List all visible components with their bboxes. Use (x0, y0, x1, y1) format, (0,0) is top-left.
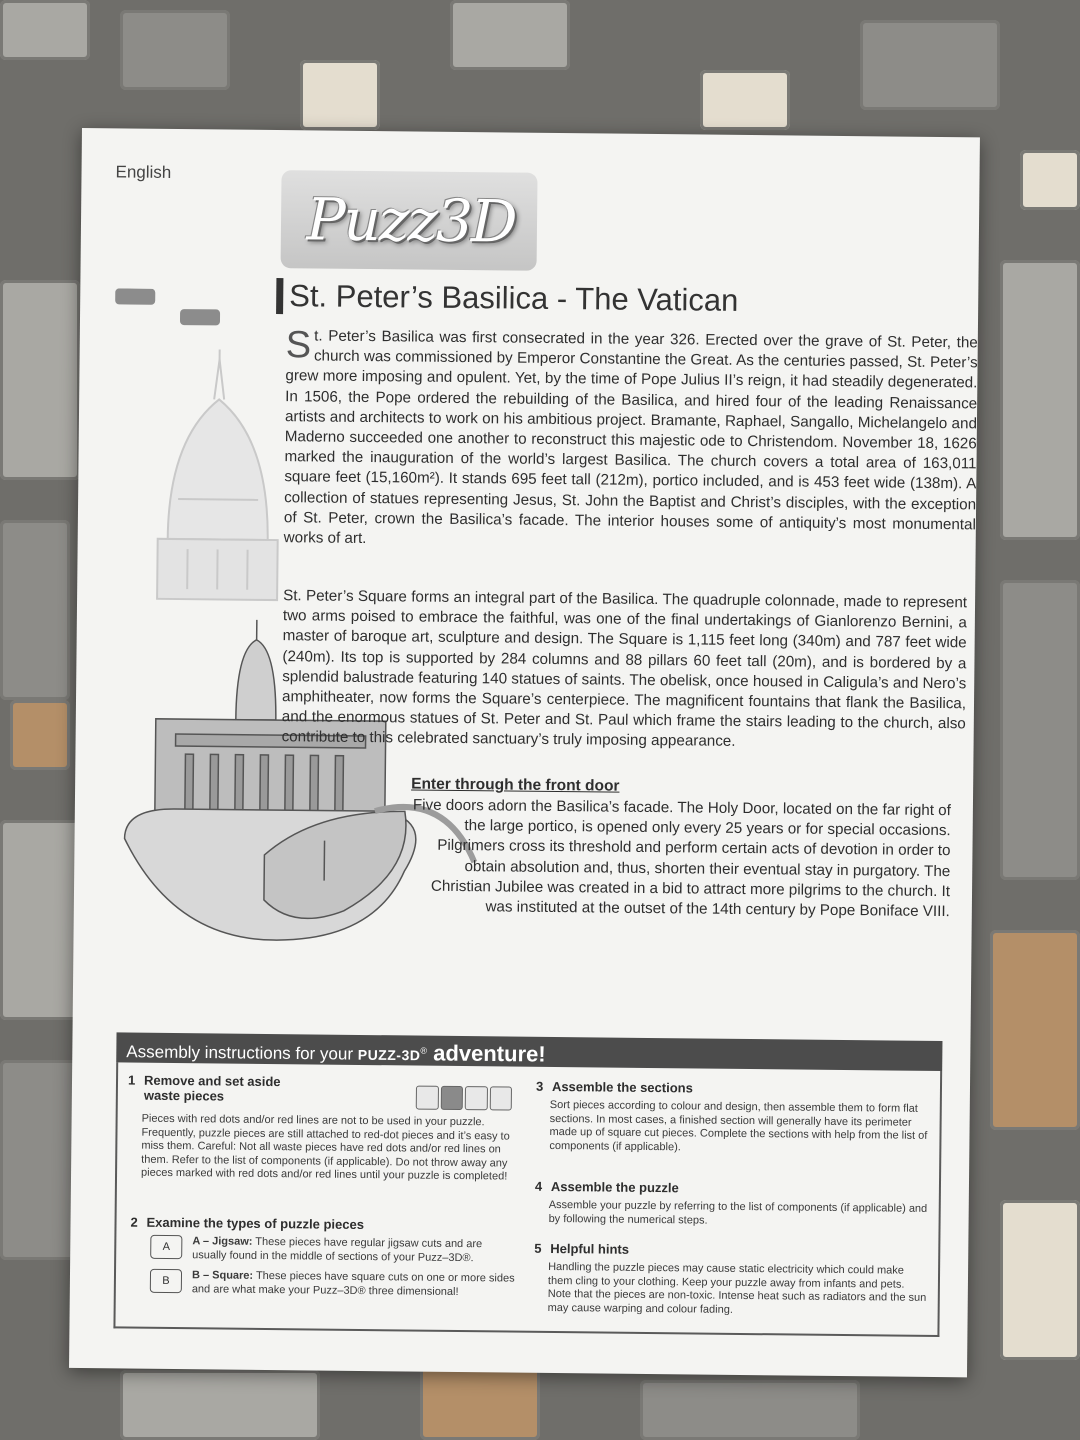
step-4-title: Assemble the puzzle (550, 1178, 679, 1196)
front-door-paragraph: Five doors adorn the Basilica’s facade. The Holy Door, located on the far right of the large portico, is opened only every 25 years or for special occasions. Pilgrimers cross its threshold and perform certain acts of devotion in order to obtain absolution and, thus, shorten their eventual stay in purgatory. The Christian Jubilee was created in a bid to attract more pilgrims to the church. It was instituted at the outset of the 14th century by Pope Boniface VIII. (412, 796, 951, 921)
front-door-heading: Enter through the front door (411, 775, 620, 795)
square-piece-icon: B (150, 1269, 182, 1293)
step-1-number: 1 (127, 1072, 136, 1088)
assembly-bar-suffix: adventure! (426, 1040, 546, 1067)
show-through-text (621, 180, 961, 184)
step-5-title: Helpful hints (550, 1240, 630, 1257)
jigsaw-label: A – Jigsaw: (192, 1235, 253, 1248)
step-2-jigsaw-text (192, 1235, 518, 1265)
assembly-bar-reg: ® (420, 1045, 428, 1056)
waste-pieces-icon (416, 1086, 512, 1111)
step-5-text: Handling the puzzle pieces may cause static electricity which could make them cling to your clothing. Keep your puzzle away from infants and pets. Note that the pieces are non-toxic. Intense heat such as radiators and the sun may cause warping and colour fading. (547, 1260, 927, 1316)
instruction-sheet (69, 128, 980, 1377)
assembly-bar-brand: PUZZ-3D (357, 1046, 421, 1064)
dome-illustration (107, 288, 291, 630)
square-description: These pieces have square cuts on one or more sides and are what make your Puzz–3D® three dimensional! (191, 1269, 515, 1298)
assembly-bar-prefix: Assembly instructions for your (126, 1042, 358, 1064)
jigsaw-description: These pieces have regular jigsaw cuts and are usually found in the middle of sections of your Puzz–3D®. (192, 1235, 483, 1264)
language-label: English (115, 162, 172, 182)
puzz3d-logo: Puzz3D (306, 185, 516, 256)
step-1-title: Remove and set aside waste pieces (143, 1072, 281, 1104)
step-3-text: Sort pieces according to colour and design, then assemble them to form flat sections. In most cases, a finished section will generally have its perimeter made up of square cut pieces. Complete the sections with help from the list of components (if applicable). (549, 1098, 928, 1153)
step-3-title: Assemble the sections (551, 1078, 693, 1096)
jigsaw-piece-icon: A (150, 1235, 182, 1259)
step-2-title: Examine the types of puzzle pieces (146, 1214, 365, 1233)
step-5-number: 5 (534, 1240, 542, 1256)
step-2-number: 2 (130, 1214, 138, 1230)
step-3-number: 3 (535, 1078, 544, 1094)
history-paragraph: St. Peter’s Basilica was first consecrated in the year 326. Erected over the grave of St. Peter, the church was commissioned by Emperor Constantine the Great. As the centuries passed, St. Peter’s grew more imposing and opulent. Yet, by the time of Pope Julius II’s reign, it had steadily degenerated. In 1506, the Pope ordered the rebuilding of the Basilica, and hired four of the leading Renaissance artists and architects to work on his ambitious project. Bramante, Raphael, Sangallo, Michelangelo and Maderno succeeded one another to reconstruct this majestic ode to Christendom. November 18, 1626 marked the inauguration of the world’s largest Basilica. The church covers a total area of 163,011 square feet (15,160m²). It stands 695 feet tall (212m), portico included, and is 453 feet wide (138m). A collection of statues representing Jesus, St. John the Baptist and Christ’s disciples, with the exception of St. Peter, crown the Basilica’s facade. The interior houses some of antiquity’s most monumental works of art. (283, 324, 978, 548)
square-label: B – Square: (191, 1269, 254, 1282)
square-paragraph: St. Peter’s Square forms an integral part of the Basilica. The quadruple colonnade, made to represent two arms poised to embrace the faithful, was one of the final undertakings of Gianlorenzo Bernini, a master of baroque art, sculpture and design. The Square is 1,115 feet long (340m) and 787 feet wide (240m). Its top is supported by 284 columns and 88 pillars 60 feet tall (20m), and is bordered by a splendid balustrade featuring 140 statues of saints. The obelisk, once housed in Caligula’s and Nero’s amphitheater, now forms the Square’s centerpiece. The magnificent fountains that flank the Basilica, and the enormous statues of St. Peter and St. Paul which frame the stairs leading to the church, also contribute to this celebrated sanctuary’s truly imposing appearance. (281, 587, 968, 751)
step-1-text: Pieces with red dots and/or red lines are not to be used in your puzzle. Frequently, puzzle pieces are still attached to red-dot pieces and it’s easy to miss them. Careful: Not all waste pieces have red dots and/or red lines on them. Refer to the list of components (if applicable). Do not throw away any pieces marked with red dots and/or red lines until your puzzle is completed! (141, 1112, 510, 1183)
step-4-number: 4 (534, 1178, 543, 1194)
page-title: St. Peter’s Basilica - The Vatican (276, 278, 738, 319)
step-2-square-text (192, 1269, 518, 1299)
step-4-text: Assemble your puzzle by referring to the list of components (if applicable) and by following the numerical steps. (548, 1198, 928, 1227)
